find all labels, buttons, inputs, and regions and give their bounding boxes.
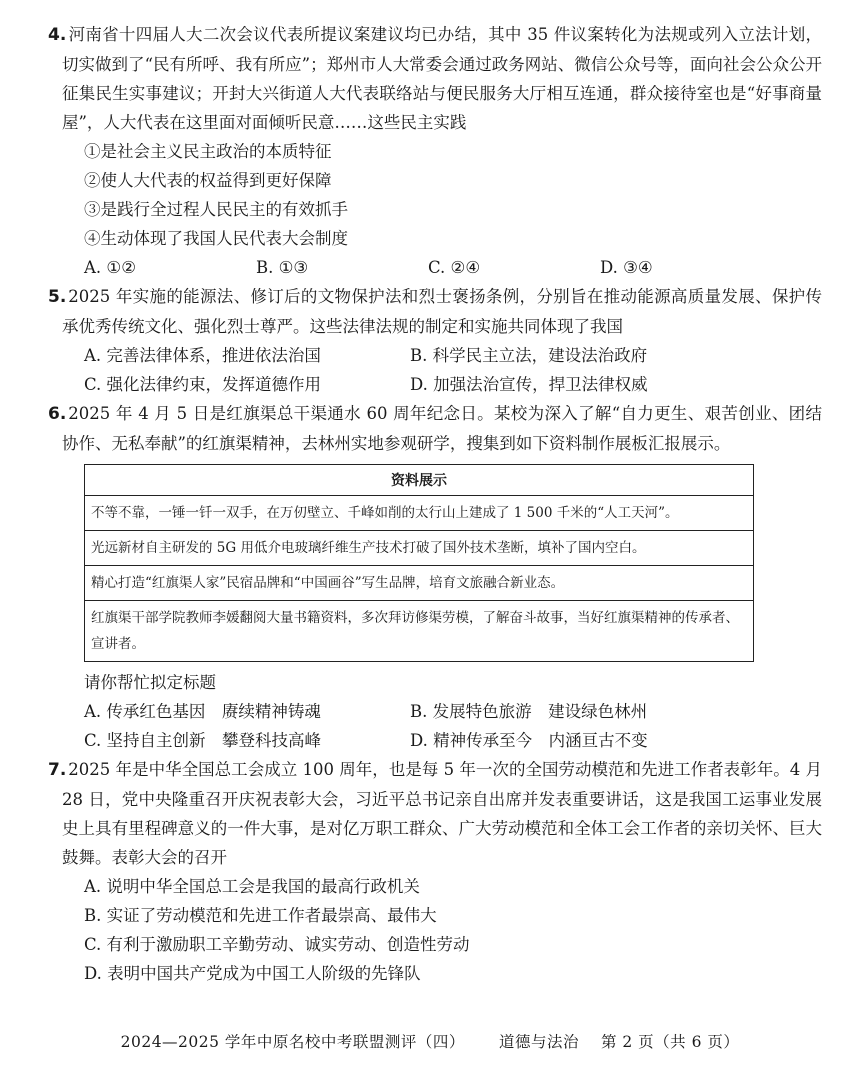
stem-text: 河南省十四届人大二次会议代表所提议案建议均已办结，其中 35 件议案转化为法规或列入立法计划，切实做到了“民有所呼、我有所应”；郑州市人大常委会通过政务网站、微信公众号等，面向社会公众公开征集民生实事建议；开封大兴街道人大代表联络站与便民服务大厅相互连通，群众接待室也是“好事商量屋”，人大代表在这里面对面倾听民意……这些民主实践 xyxy=(62,25,822,132)
option-b[interactable]: B. 实证了劳动模范和先进工作者最崇高、最伟大 xyxy=(84,906,437,925)
option-a[interactable]: A. 传承红色基因 赓续精神铸魂 xyxy=(84,702,321,721)
footer-subject: 道德与法治 xyxy=(498,1033,579,1051)
question-stem xyxy=(48,282,822,341)
material-row: 红旗渠干部学院教师李媛翻阅大量书籍资料，多次拜访修渠劳模，了解奋斗故事，当好红旗渠精神的传承者、宣讲者。 xyxy=(85,601,754,662)
option-b[interactable]: B. 发展特色旅游 建设绿色林州 xyxy=(410,702,648,721)
option-b[interactable]: B. 科学民主立法，建设法治政府 xyxy=(410,346,648,365)
material-table-title: 资料展示 xyxy=(85,465,754,496)
statement-item: ④生动体现了我国人民代表大会制度 xyxy=(84,229,348,248)
question-4 xyxy=(48,20,822,282)
option-c[interactable]: C. ②④ xyxy=(428,258,481,277)
material-row: 光远新材自主研发的 5G 用低介电玻璃纤维生产技术打破了国外技术垄断，填补了国内空白。 xyxy=(85,531,754,566)
option-c[interactable]: C. 坚持自主创新 攀登科技高峰 xyxy=(84,731,322,750)
exam-page xyxy=(48,20,822,988)
material-row: 精心打造“红旗渠人家”民宿品牌和“中国画谷”写生品牌，培育文旅融合新业态。 xyxy=(85,566,754,601)
stem-text: 2025 年是中华全国总工会成立 100 周年，也是每 5 年一次的全国劳动模范和先进工作者表彰年。4 月 28 日，党中央隆重召开庆祝表彰大会，习近平总书记亲自出席并发表重要讲话，这是我国工运事业发展史上具有里程碑意义的一件大事，是对亿万职工群众、广大劳动模范和全体工会工作者的亲切关怀、巨大鼓舞。表彰大会的召开 xyxy=(62,760,822,867)
question-number: 5. xyxy=(48,287,67,307)
option-d[interactable]: D. 表明中国共产党成为中国工人阶级的先锋队 xyxy=(84,964,421,983)
option-b[interactable]: B. ①③ xyxy=(256,258,309,277)
option-a[interactable]: A. 说明中华全国总工会是我国的最高行政机关 xyxy=(84,877,420,896)
statement-item: ③是践行全过程人民民主的有效抓手 xyxy=(84,200,348,219)
footer-exam-title: 2024—2025 学年中原名校中考联盟测评（四） xyxy=(120,1033,465,1051)
question-prompt: 请你帮忙拟定标题 xyxy=(84,673,216,692)
statement-item: ①是社会主义民主政治的本质特征 xyxy=(84,142,332,161)
answer-options xyxy=(62,697,822,755)
stem-text: 2025 年实施的能源法、修订后的文物保护法和烈士褒扬条例，分别旨在推动能源高质量发展、保护传承优秀传统文化、强化烈士尊严。这些法律法规的制定和实施共同体现了我国 xyxy=(62,287,822,336)
option-d[interactable]: D. ③④ xyxy=(600,258,653,277)
answer-options xyxy=(62,341,822,399)
question-6 xyxy=(48,399,822,755)
question-number: 6. xyxy=(48,404,67,424)
statement-item: ②使人大代表的权益得到更好保障 xyxy=(84,171,332,190)
footer-page-number: 第 2 页（共 6 页） xyxy=(600,1033,740,1051)
question-7 xyxy=(48,755,822,988)
question-stem xyxy=(48,20,822,137)
question-number: 7. xyxy=(48,760,67,780)
question-stem xyxy=(48,399,822,458)
question-number: 4. xyxy=(48,25,67,45)
answer-options xyxy=(62,253,822,282)
option-a[interactable]: A. ①② xyxy=(84,258,136,277)
page-footer xyxy=(0,1030,860,1052)
option-d[interactable]: D. 精神传承至今 内涵亘古不变 xyxy=(410,731,648,750)
stem-text: 2025 年 4 月 5 日是红旗渠总干渠通水 60 周年纪念日。某校为深入了解“自力更生、艰苦创业、团结协作、无私奉献”的红旗渠精神，去林州实地参观研学，搜集到如下资料制作展板汇报展示。 xyxy=(62,404,822,453)
question-5 xyxy=(48,282,822,399)
option-c[interactable]: C. 强化法律约束，发挥道德作用 xyxy=(84,375,322,394)
question-stem xyxy=(48,755,822,872)
material-row: 不等不靠，一锤一钎一双手，在万仞壁立、千峰如削的太行山上建成了 1 500 千米的“人工天河”。 xyxy=(85,496,754,531)
option-a[interactable]: A. 完善法律体系，推进依法治国 xyxy=(84,346,321,365)
option-d[interactable]: D. 加强法治宣传，捍卫法律权威 xyxy=(410,375,648,394)
material-table xyxy=(84,464,754,662)
option-c[interactable]: C. 有利于激励职工辛勤劳动、诚实劳动、创造性劳动 xyxy=(84,935,470,954)
